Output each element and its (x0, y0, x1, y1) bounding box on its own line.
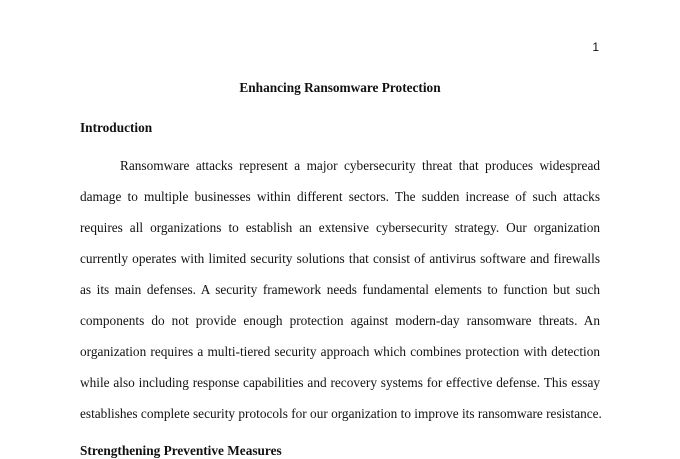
paragraph-line: components do not provide enough protection against modern-day ransomware threats. An (80, 313, 600, 328)
paragraph-line: establishes complete security protocols for our organization to improve its ransomware resistance. (80, 406, 602, 421)
section-heading-strengthening-preventive-measures: Strengthening Preventive Measures (80, 443, 282, 458)
section-heading-introduction: Introduction (80, 120, 153, 135)
paragraph-line: requires all organizations to establish an extensive cybersecurity strategy. Our organization (80, 220, 600, 235)
introduction-paragraph (80, 150, 600, 429)
paragraph-line: damage to multiple businesses within different sectors. The sudden increase of such attacks (80, 189, 600, 204)
paragraph-line: currently operates with limited security solutions that consist of antivirus software and firewalls (80, 251, 600, 266)
paragraph-line: organization requires a multi-tiered security approach which combines protection with detection (80, 344, 600, 359)
page-number: 1 (592, 40, 599, 54)
paragraph-line: as its main defenses. A security framework needs fundamental elements to function but such (80, 282, 600, 297)
document-title: Enhancing Ransomware Protection (239, 80, 441, 95)
paragraph-line: while also including response capabilities and recovery systems for effective defense. This essay (80, 375, 600, 390)
paragraph-line: Ransomware attacks represent a major cybersecurity threat that produces widespread (120, 158, 600, 173)
